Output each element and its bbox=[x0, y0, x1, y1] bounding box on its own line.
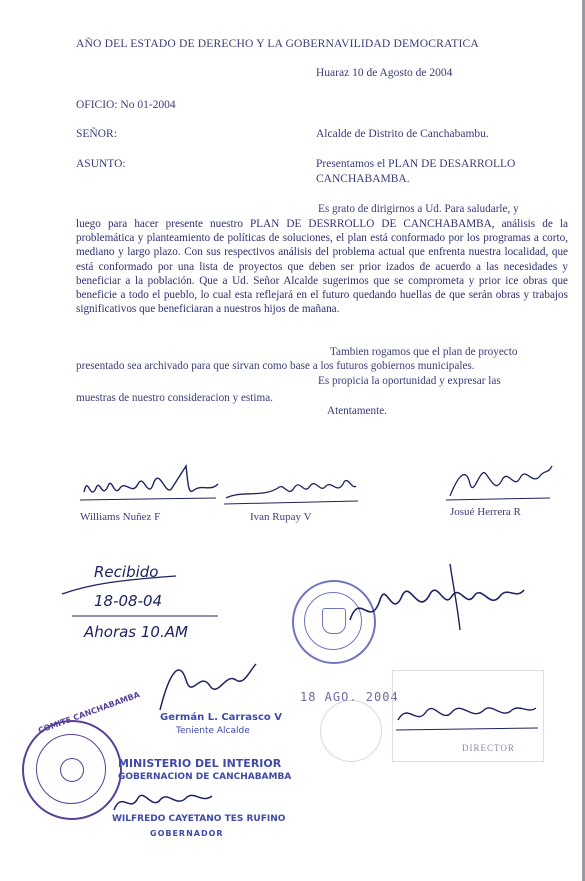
governor-name: WILFREDO CAYETANO TES RUFINO bbox=[112, 814, 286, 824]
director-signature bbox=[392, 690, 542, 740]
closing: Atentamente. bbox=[327, 405, 387, 417]
signature-josue bbox=[440, 456, 560, 506]
date-underline bbox=[70, 612, 220, 620]
teniente-name: Germán L. Carrasco V bbox=[160, 712, 283, 723]
paragraph-3-first-line: Es propicia la oportunidad y expresar las bbox=[318, 375, 501, 387]
senor-value: Alcalde de Distrito de Canchabambu. bbox=[316, 128, 489, 140]
mayor-signature bbox=[340, 560, 530, 640]
received-date: 18-08-04 bbox=[94, 592, 163, 610]
teniente-title: Teniente Alcalde bbox=[176, 726, 250, 736]
asunto-line-2: CANCHABAMBA. bbox=[316, 173, 410, 185]
paragraph-2-body: presentado sea archivado para que sirvan como base a los futuros gobiernos municipales. bbox=[76, 360, 475, 372]
paragraph-1-body: luego para hacer presente nuestro PLAN DE DESRROLLO DE CANCHABAMBA, análisis de la problemática y planteamiento de políticas de soluciones, el plan está conformado por los programas a corto, mediano y largo plazo. Con sus respectivos análisis del problema actual que enfrenta nuestra localidad, que está conformado por una lista de proyectos que deben ser prior izados de acuerdo a las necesidades y beneficiar a la población. Que a Ud. Señor Alcalde sugerimos que se comprometa y prior ice obras que beneficie a todo el pueblo, lo cual esta reflejará en el futuro quedando huellas de que serán obras y trabajos significativos que beneficiaran a nuestros hijos de mañana. bbox=[76, 218, 568, 316]
signatory-3-name: Josué Herrera R bbox=[450, 506, 521, 518]
senor-label: SEÑOR: bbox=[76, 128, 117, 140]
signature-williams bbox=[76, 462, 226, 512]
signatory-2-name: Ivan Rupay V bbox=[250, 511, 312, 523]
paragraph-1-first-line: Es grato de dirigirnos a Ud. Para saludarle, y bbox=[318, 203, 519, 215]
oficio-number: OFICIO: No 01-2004 bbox=[76, 99, 176, 111]
ministry-line-2: GOBERNACION DE CANCHABAMBA bbox=[118, 772, 292, 782]
place-date: Huaraz 10 de Agosto de 2004 bbox=[316, 67, 453, 79]
paragraph-3-body: muestras de nuestro consideracion y estima. bbox=[76, 392, 273, 404]
paragraph-2-first-line: Tambien rogamos que el plan de proyecto bbox=[330, 346, 518, 358]
year-title: AÑO DEL ESTADO DE DERECHO Y LA GOBERNAVILIDAD DEMOCRATICA bbox=[76, 37, 479, 50]
comite-seal bbox=[22, 720, 122, 820]
received-time: Ahoras 10.AM bbox=[84, 623, 188, 641]
asunto-label: ASUNTO: bbox=[76, 158, 126, 170]
received-word: Recibido bbox=[94, 563, 159, 581]
signatory-1-name: Williams Nuñez F bbox=[80, 511, 161, 523]
faded-round-seal bbox=[320, 700, 382, 762]
asunto-line-1: Presentamos el PLAN DE DESARROLLO bbox=[316, 158, 516, 170]
signature-ivan bbox=[222, 468, 362, 508]
comite-seal-text: COMITE CANCHABAMBA bbox=[37, 690, 142, 736]
governor-title: GOBERNADOR bbox=[150, 829, 224, 838]
director-title: DIRECTOR bbox=[462, 743, 515, 753]
ministry-line-1: MINISTERIO DEL INTERIOR bbox=[118, 757, 282, 770]
date-stamp: 18 AGO. 2004 bbox=[300, 690, 399, 704]
